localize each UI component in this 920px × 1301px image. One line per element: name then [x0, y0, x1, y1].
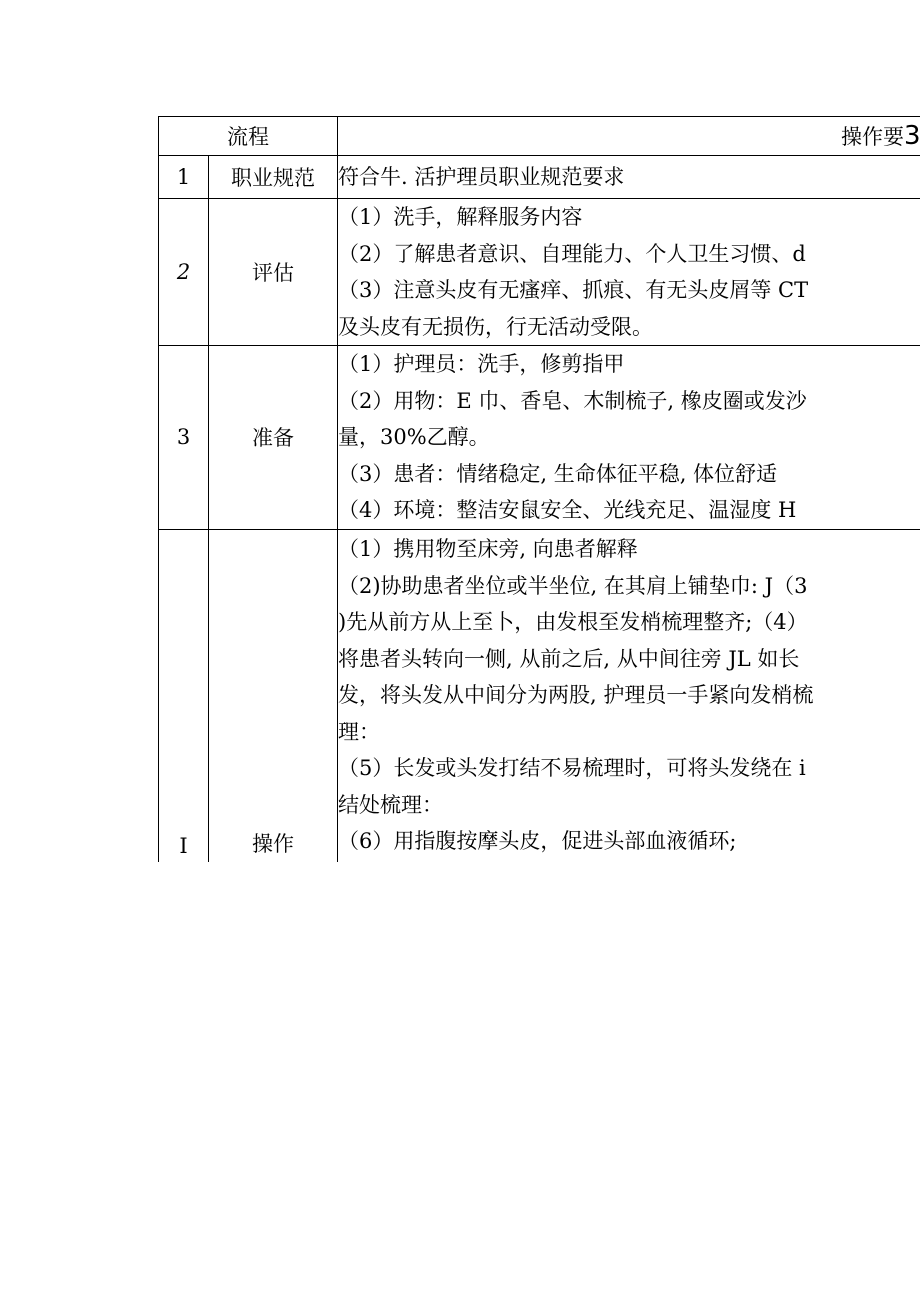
requirement-line: 将患者头转向一侧, 从前之后, 从中间往旁 JL 如长 [338, 646, 800, 671]
row-number: 3 [159, 346, 209, 530]
requirement-line: （1）护理员：洗手，修剪指甲 [338, 352, 625, 376]
row-requirements [338, 529, 920, 862]
table-row [159, 346, 920, 530]
requirement-line: （4）环境：整洁安鼠安全、光线充足、温湿度 H [338, 498, 797, 522]
table-row [159, 156, 920, 199]
header-requirements-number: 3 [903, 121, 920, 151]
header-requirements-text: 操作要 [840, 125, 904, 149]
row-step: 评估 [209, 199, 338, 346]
requirement-line: （3）注意头皮有无瘙痒、抓痕、有无头皮屑等 CT [338, 278, 809, 302]
requirement-line: （2)协助患者坐位或半坐位, 在其肩上铺垫巾: J（3 [338, 573, 808, 598]
requirement-line: )先从前方从上至卜，由发根至发梢梳理整齐;（4） [338, 610, 808, 635]
header-process: 流程 [159, 117, 338, 156]
row-step: 准备 [209, 346, 338, 530]
requirement-line: 理： [338, 719, 380, 744]
row-requirements [338, 199, 920, 346]
requirement-line: 发，将头发从中间分为两股, 护理员一手紧向发梢梳 [338, 683, 814, 708]
procedure-table [158, 116, 920, 862]
requirement-line: 结处梳理： [338, 792, 443, 817]
table-header-row [159, 117, 920, 156]
header-requirements [338, 117, 920, 156]
requirement-line: 及头皮有无损伤，行无活动受限。 [338, 314, 653, 339]
requirement-line: （1）洗手，解释服务内容 [338, 205, 583, 229]
table-row [159, 199, 920, 346]
row-step: 职业规范 [209, 156, 338, 199]
table-row [159, 529, 920, 862]
row-step: 操作 [209, 529, 338, 862]
requirement-line: （2）了解患者意识、自理能力、个人卫生习惯、d [338, 241, 806, 266]
row-requirements [338, 346, 920, 530]
requirement-line: （5）长发或头发打结不易梳理时，可将头发绕在 i [338, 756, 806, 781]
requirement-line: （3）患者：情绪稳定, 生命体征平稳, 体位舒适 [338, 461, 778, 486]
row-requirements [338, 156, 920, 199]
row-number: I [159, 529, 209, 862]
requirement-line: 符合牛. 活护理员职业规范要求 [338, 164, 625, 189]
row-number: 1 [159, 156, 209, 199]
row-number: 2 [159, 199, 209, 346]
requirement-line: 量，30%乙醇。 [338, 425, 490, 449]
requirement-line: （6）用指腹按摩头皮，促进头部血液循环; [338, 829, 737, 854]
requirement-line: （2）用物：E 巾、香皂、木制梳子, 橡皮圈或发沙 [338, 388, 807, 413]
requirement-line: （1）携用物至床旁, 向患者解释 [338, 537, 638, 562]
